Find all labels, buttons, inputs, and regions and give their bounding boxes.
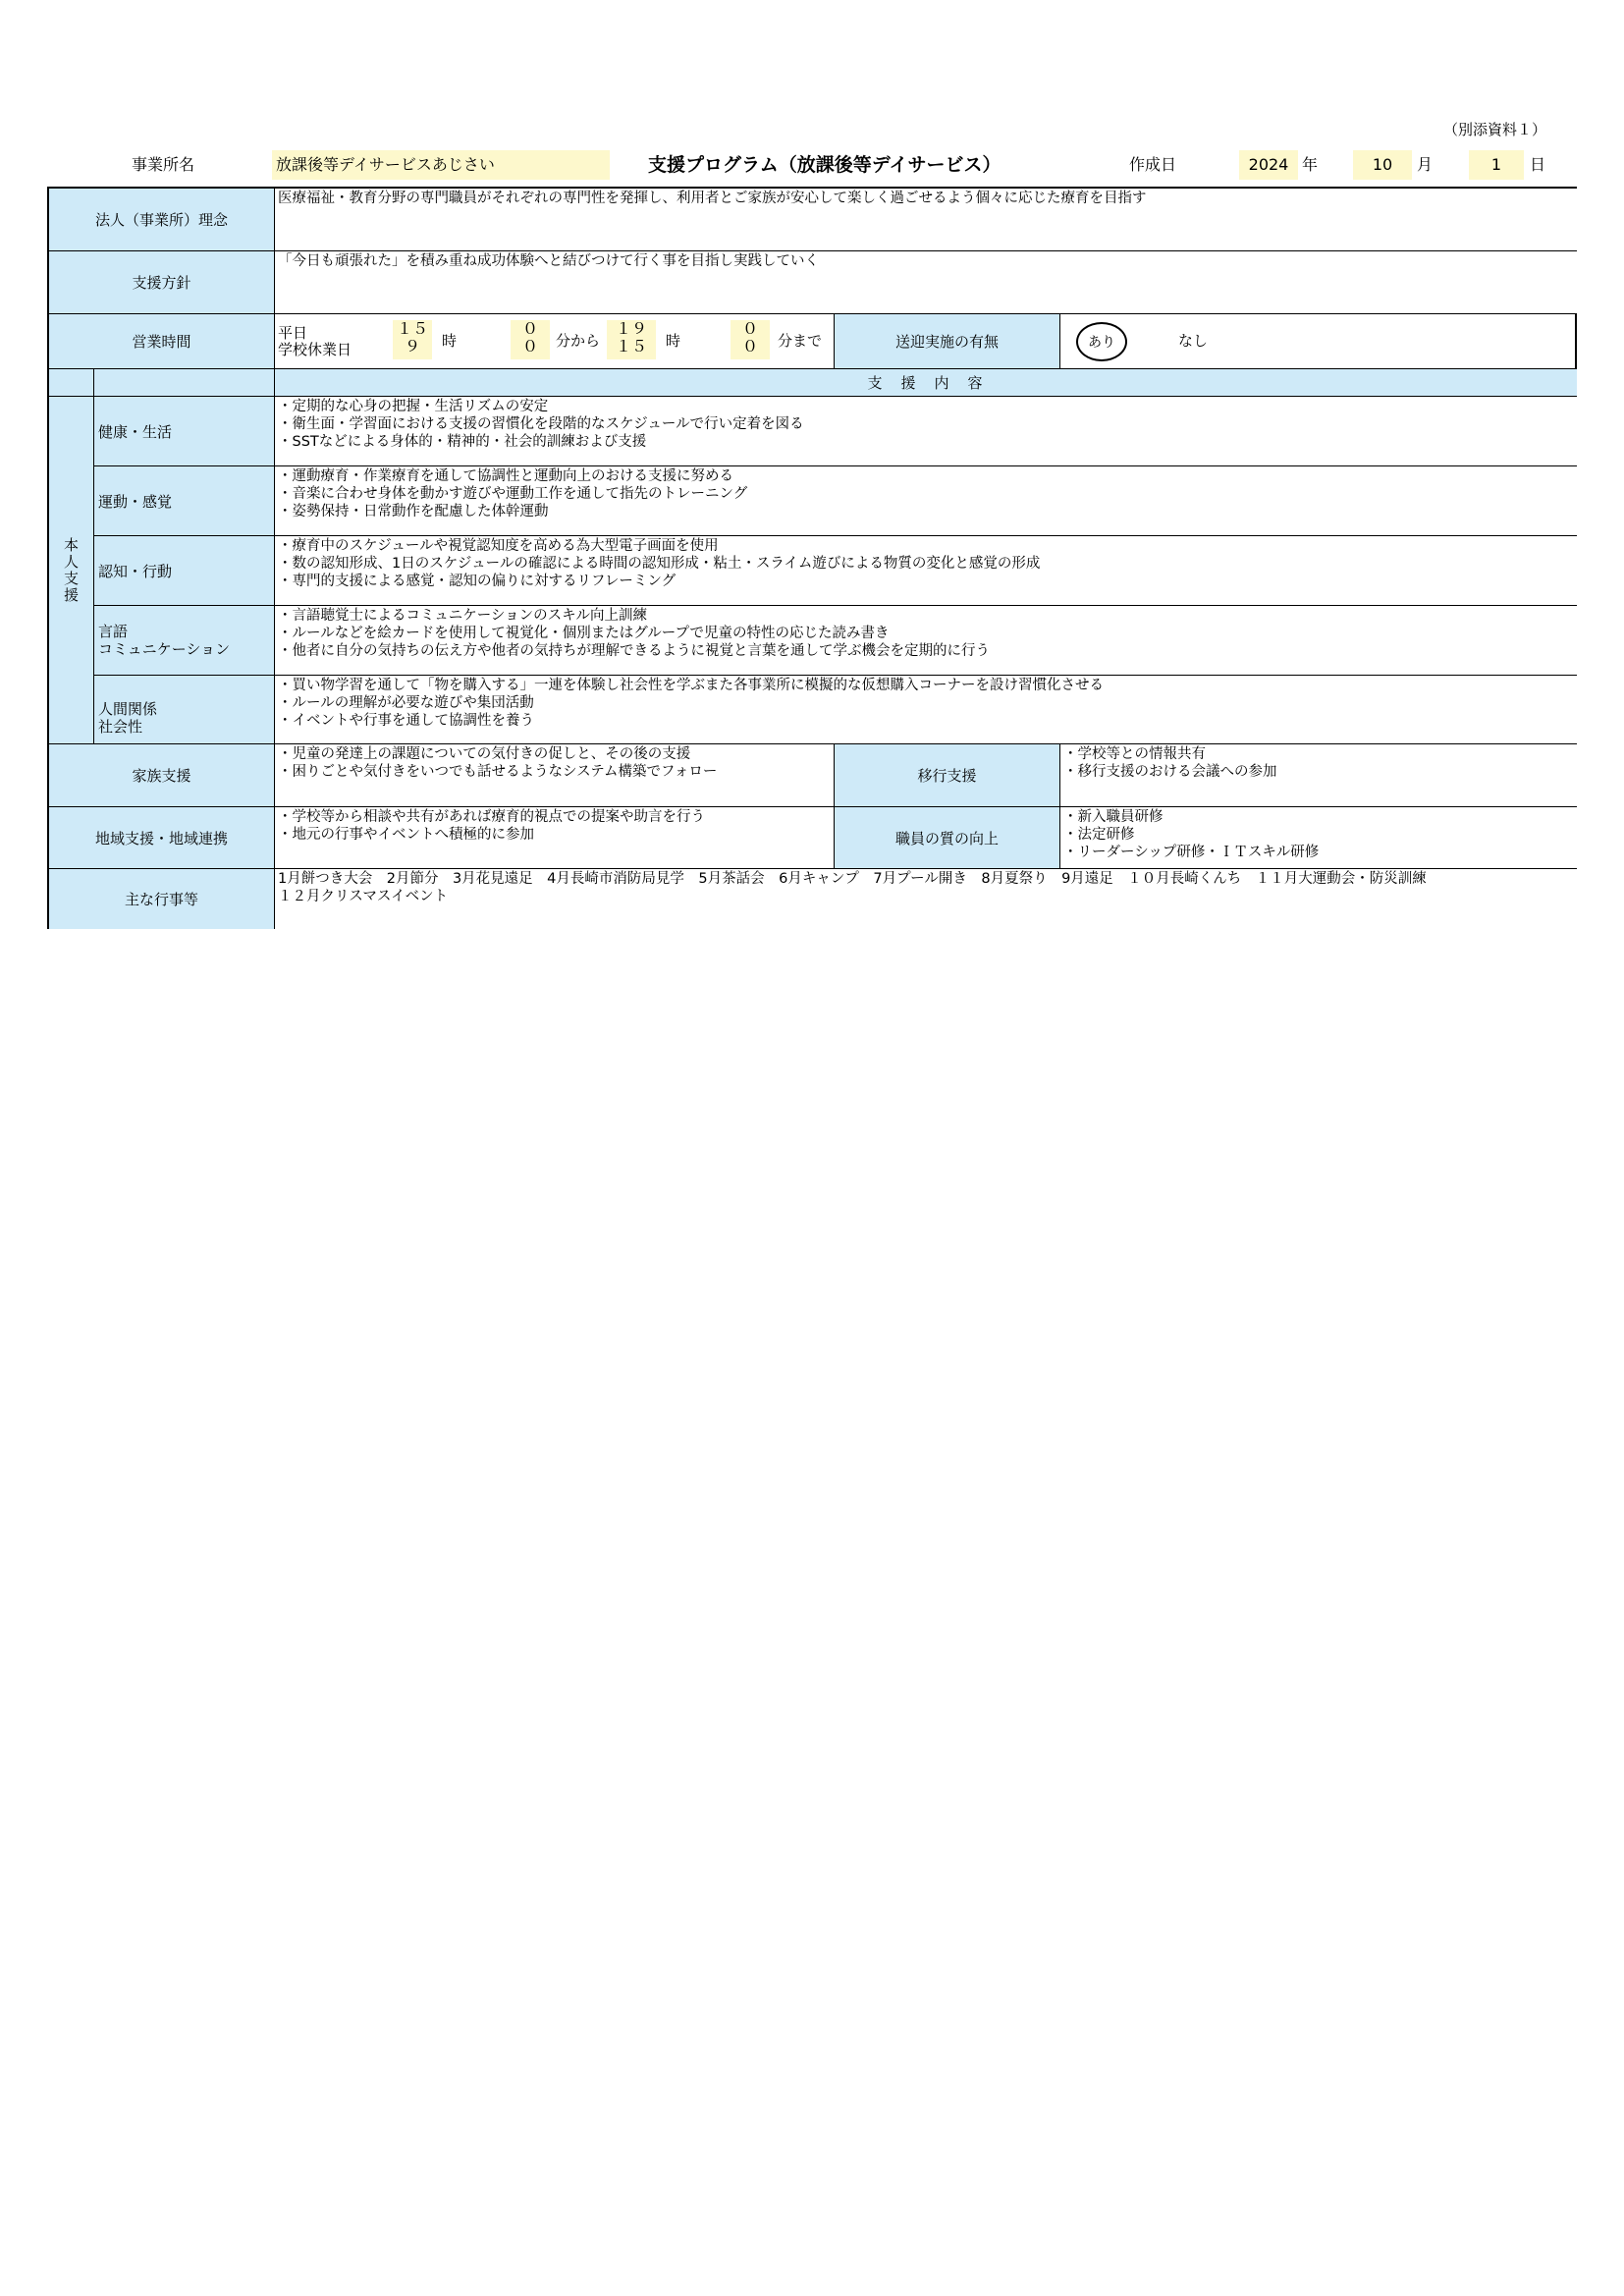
end-hour-weekday: １９ — [615, 319, 647, 338]
area-label-line: コミュニケーション — [98, 640, 231, 658]
content-line: ・療育中のスケジュールや視覚認知度を高める為大型電子画面を使用 — [278, 538, 719, 554]
created-day: 1 — [1469, 150, 1524, 180]
created-date-label: 作成日 — [1129, 155, 1177, 174]
content-line: ・移行支援のおける会議への参加 — [1063, 764, 1277, 780]
philosophy-label: 法人（事業所）理念 — [49, 189, 275, 251]
policy-label: 支援方針 — [49, 251, 275, 314]
support-program-table — [47, 187, 1577, 929]
start-min-holiday: ０ — [521, 337, 538, 355]
transition-support-label: 移行支援 — [835, 744, 1060, 807]
end-hour-holiday: １５ — [615, 337, 647, 355]
document-title: 支援プログラム（放課後等デイサービス） — [648, 154, 1001, 176]
area-content-health — [275, 397, 1577, 466]
content-line: ・リーダーシップ研修・ＩＴスキル研修 — [1063, 845, 1320, 860]
content-line: ・SSTなどによる身体的・精神的・社会的訓練および支援 — [278, 434, 647, 450]
hour-unit-start: 時 — [442, 332, 458, 350]
area-label-social — [94, 676, 275, 744]
content-line: ・定期的な心身の把握・生活リズムの安定 — [278, 399, 549, 414]
content-line: ・ルールなどを絵カードを使用して視覚化・個別またはグループで児童の特性の応じた読み書き — [278, 626, 890, 641]
content-line: ・児童の発達上の課題についての気付きの促しと、その後の支援 — [278, 746, 691, 762]
staff-quality-label: 職員の質の向上 — [835, 807, 1060, 869]
family-support-content — [275, 744, 835, 807]
support-header-spacer-2 — [94, 369, 275, 397]
content-line: ・専門的支援による感覚・認知の偏りに対するリフレーミング — [278, 574, 677, 589]
content-line: ・姿勢保持・日常動作を配慮した体幹運動 — [278, 504, 549, 519]
content-line: ・買い物学習を通して「物を購入する」一連を体験し社会性を学ぶまた各事業所に模擬的な仮想購入コーナーを設け習慣化させる — [278, 678, 1104, 693]
content-line: ・言語聴覚士によるコミュニケーションのスキル向上訓練 — [278, 608, 647, 624]
office-label: 事業所名 — [132, 155, 195, 174]
events-label: 主な行事等 — [49, 869, 275, 929]
content-line: ・音楽に合わせ身体を動かす遊びや運動工作を通して指先のトレーニング — [278, 486, 748, 502]
end-min-weekday: ０ — [741, 319, 758, 338]
transition-support-content — [1060, 744, 1577, 807]
hours-detail — [275, 314, 835, 369]
transport-options — [1060, 314, 1577, 369]
content-line: ・ルールの理解が必要な遊びや集団活動 — [278, 695, 534, 711]
area-content-social — [275, 676, 1577, 744]
transport-label: 送迎実施の有無 — [835, 314, 1060, 369]
support-content-header: 支 援 内 容 — [275, 369, 1577, 397]
personal-support-text: 本人支援 — [62, 536, 80, 604]
start-min-weekday: ０ — [521, 319, 538, 338]
family-support-label: 家族支援 — [49, 744, 275, 807]
content-line: ・数の認知形成、1日のスケジュールの確認による時間の認知形成・粘土・スライム遊びによる物質の変化と感覚の形成 — [278, 556, 1041, 572]
area-content-language — [275, 606, 1577, 676]
philosophy-text — [275, 189, 1577, 251]
content-line: ・イベントや行事を通して協調性を養う — [278, 713, 534, 729]
area-label-language — [94, 606, 275, 676]
content-line: ・法定研修 — [1063, 827, 1135, 843]
area-label-health: 健康・生活 — [94, 397, 275, 466]
hours-label: 営業時間 — [49, 314, 275, 369]
start-hour-holiday: ９ — [404, 337, 420, 355]
content-line: ・地元の行事やイベントへ積極的に参加 — [278, 827, 534, 843]
area-label-motor: 運動・感覚 — [94, 466, 275, 536]
support-header-spacer — [49, 369, 94, 397]
created-month: 10 — [1353, 150, 1412, 180]
month-unit: 月 — [1417, 155, 1434, 174]
holiday-label: 学校休業日 — [278, 341, 352, 358]
content-line: ・学校等から相談や共有があれば療育的視点での提案や助言を行う — [278, 809, 705, 825]
from-label: 分から — [556, 332, 601, 350]
personal-support-label — [49, 397, 94, 744]
start-hour-box — [393, 320, 432, 359]
end-min-box — [731, 320, 770, 359]
area-content-motor — [275, 466, 1577, 536]
area-label-line: 人間関係 — [98, 700, 158, 718]
content-line: ・新入職員研修 — [1063, 809, 1164, 825]
year-unit: 年 — [1302, 155, 1319, 174]
policy-line: 「今日も頑張れた」を積み重ね成功体験へと結びつけて行く事を目指し実践していく — [278, 253, 819, 269]
content-line: ・困りごとや気付きをいつでも話せるようなシステム構築でフォロー — [278, 764, 718, 780]
office-name: 放課後等デイサービスあじさい — [272, 150, 610, 180]
until-label: 分まで — [778, 332, 823, 350]
created-year: 2024 — [1239, 150, 1298, 180]
weekday-label: 平日 — [278, 324, 308, 342]
end-min-holiday: ０ — [741, 337, 758, 355]
transport-yes-circled: あり — [1076, 322, 1127, 361]
area-label-line: 言語 — [98, 623, 129, 640]
content-line: 1月餅つき大会 2月節分 3月花見遠足 4月長崎市消防局見学 5月茶話会 6月キャンプ 7月プール開き 8月夏祭り 9月遠足 １０月長崎くんち １１月大運動会・防災訓練 — [278, 871, 1427, 887]
area-label-cognition: 認知・行動 — [94, 536, 275, 606]
content-line: １２月クリスマスイベント — [278, 889, 449, 904]
day-unit: 日 — [1530, 155, 1546, 174]
staff-quality-content — [1060, 807, 1577, 869]
content-line: ・衛生面・学習面における支援の習慣化を段階的なスケジュールで行い定着を図る — [278, 416, 804, 432]
hour-unit-end: 時 — [666, 332, 681, 350]
content-line: ・他者に自分の気持ちの伝え方や他者の気持ちが理解できるように視覚と言葉を通して学ぶ機会を定期的に行う — [278, 643, 990, 659]
end-hour-box — [607, 320, 656, 359]
reference-note: （別添資料１） — [1443, 121, 1547, 138]
start-min-box — [511, 320, 550, 359]
content-line: ・運動療育・作業療育を通して協調性と運動向上のおける支援に努める — [278, 468, 733, 484]
policy-text — [275, 251, 1577, 314]
community-support-content — [275, 807, 835, 869]
community-support-label: 地域支援・地域連携 — [49, 807, 275, 869]
content-line: ・学校等との情報共有 — [1063, 746, 1206, 762]
events-content — [275, 869, 1577, 929]
area-content-cognition — [275, 536, 1577, 606]
area-label-line: 社会性 — [98, 718, 143, 736]
transport-no: なし — [1178, 332, 1209, 350]
philosophy-line: 医療福祉・教育分野の専門職員がそれぞれの専門性を発揮し、利用者とご家族が安心して楽しく過ごせるよう個々に応じた療育を目指す — [278, 191, 1147, 206]
start-hour-weekday: １５ — [396, 319, 428, 338]
